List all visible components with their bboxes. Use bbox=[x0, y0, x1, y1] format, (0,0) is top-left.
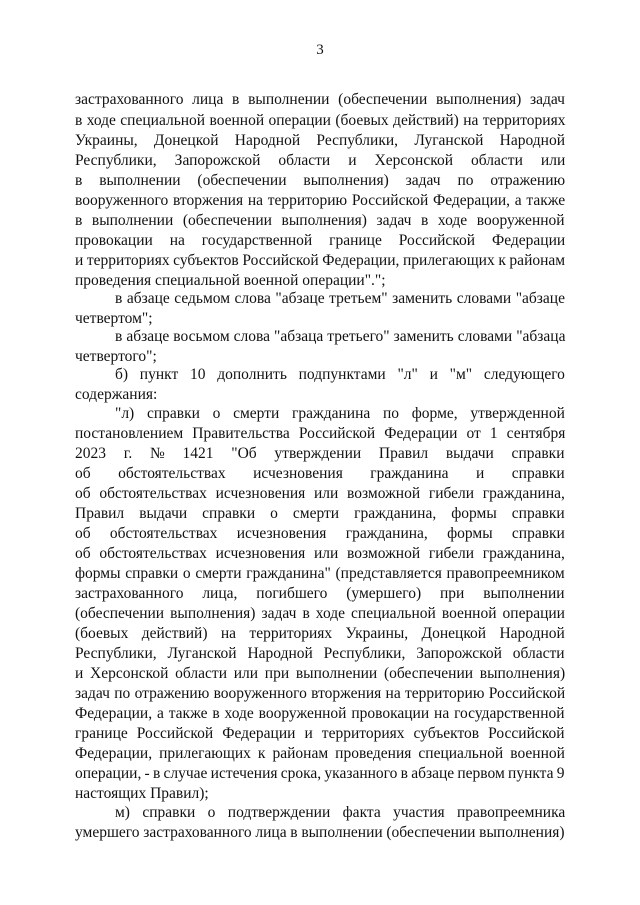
text-line: постановлением Правительства Российской Федерации от 1 сентября bbox=[75, 425, 566, 442]
text-line: 2023 г. № 1421 "Об утверждении Правил выдачи справки bbox=[75, 445, 565, 462]
text-line: (обеспечении выполнения) задач в ходе специальной военной операции bbox=[75, 605, 565, 622]
text-line: Украины, Донецкой Народной Республики, Луганской Народной bbox=[75, 132, 566, 149]
text-line: в ходе специальной военной операции (боевых действий) на территориях bbox=[75, 112, 566, 129]
text-line: формы справки о смерти гражданина" (представляется правопреемником bbox=[75, 565, 565, 582]
text-line: содержания: bbox=[75, 386, 158, 403]
text-line: вооруженного вторжения на территорию Российской Федерации, а также bbox=[75, 192, 566, 209]
text-line: застрахованного лица, погибшего (умершего) при выполнении bbox=[75, 585, 565, 602]
text-line: в выполнении (обеспечении выполнения) задач по отражению bbox=[75, 172, 566, 189]
text-line: об обстоятельствах исчезновения гражданина, формы справки bbox=[75, 525, 565, 542]
text-line: (боевых действий) на территориях Украины, Донецкой Народной bbox=[75, 625, 565, 642]
text-line: "л) справки о смерти гражданина по форме, утвержденной bbox=[115, 405, 565, 422]
text-line: умершего застрахованного лица в выполнении (обеспечении выполнения) bbox=[75, 824, 565, 841]
text-line: Республики, Запорожской области и Херсонской области или bbox=[75, 152, 566, 169]
text-line: и Херсонской области или при выполнении (обеспечении выполнения) bbox=[75, 665, 566, 682]
text-line: четвертого"; bbox=[75, 348, 157, 365]
text-line: в абзаце восьмом слова "абзаца третьего" заменить словами "абзаца bbox=[115, 328, 566, 345]
text-line: задач по отражению вооруженного вторжения на территорию Российской bbox=[75, 685, 566, 702]
text-line: провокации на государственной границе Российской Федерации bbox=[75, 232, 566, 249]
text-line: и территориях субъектов Российской Федерации, прилегающих к районам bbox=[75, 252, 566, 269]
text-line: в выполнении (обеспечении выполнения) задач в ходе вооруженной bbox=[75, 212, 565, 229]
text-line: об обстоятельствах исчезновения или возможной гибели гражданина, bbox=[75, 485, 565, 502]
text-line: м) справки о подтверждении факта участия правопреемника bbox=[115, 804, 566, 821]
text-line: застрахованного лица в выполнении (обеспечении выполнения) задач bbox=[75, 91, 565, 108]
text-line: об обстоятельствах исчезновения или возможной гибели гражданина, bbox=[75, 545, 565, 562]
text-line: в абзаце седьмом слова "абзаце третьем" заменить словами "абзаце bbox=[115, 290, 565, 307]
text-line: об обстоятельствах исчезновения гражданина и справки bbox=[75, 465, 565, 482]
text-line: четвертом"; bbox=[75, 310, 153, 327]
text-line: проведения специальной военной операции"."; bbox=[75, 272, 386, 289]
text-line: Республики, Луганской Народной Республики, Запорожской области bbox=[75, 645, 565, 662]
text-line: настоящих Правил); bbox=[75, 785, 209, 802]
text-line: Федерации, прилегающих к районам проведения специальной военной bbox=[75, 745, 565, 762]
text-line: границе Российской Федерации и территориях субъектов Российской bbox=[75, 725, 565, 742]
text-line: б) пункт 10 дополнить подпунктами "л" и "м" следующего bbox=[115, 366, 565, 383]
text-line: Федерации, а также в ходе вооруженной провокации на государственной bbox=[75, 705, 565, 722]
page-number: 3 bbox=[316, 42, 324, 58]
text-line: операции, - в случае истечения срока, указанного в абзаце первом пункта 9 bbox=[75, 765, 565, 782]
text-line: Правил выдачи справки о смерти гражданина, формы справки bbox=[75, 505, 565, 522]
